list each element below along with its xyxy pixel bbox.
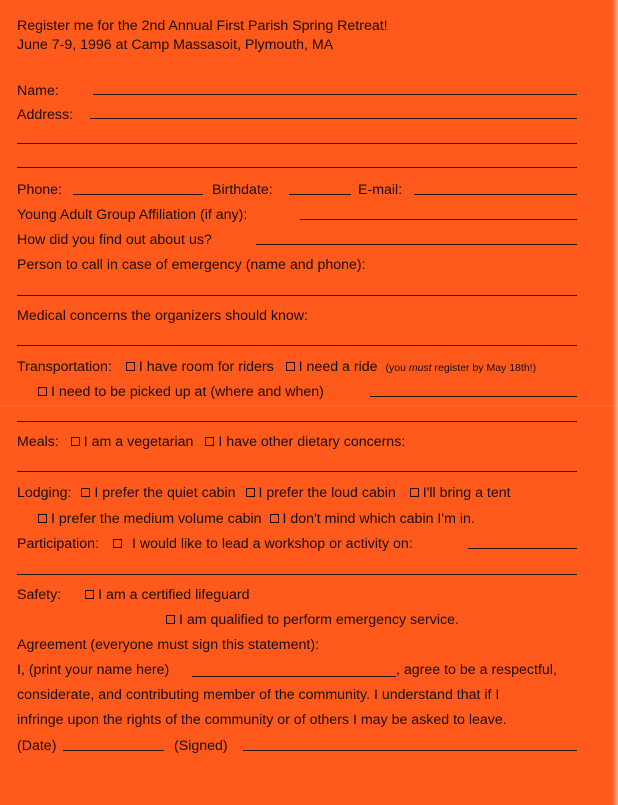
safety-label: Safety: — [17, 587, 62, 603]
young-adult-field[interactable] — [300, 219, 577, 220]
date-field[interactable] — [63, 750, 164, 751]
name-field[interactable] — [93, 94, 577, 95]
print-name-field[interactable] — [192, 676, 396, 677]
transportation-row — [17, 359, 536, 377]
paper-edge — [612, 0, 618, 805]
need-ride-checkbox[interactable] — [286, 362, 295, 371]
form-dates: June 7-9, 1996 at Camp Massasoit, Plymouth, MA — [17, 37, 334, 53]
participation-label: Participation: — [17, 536, 100, 552]
birthdate-field[interactable] — [289, 194, 351, 195]
emergency-label: Person to call in case of emergency (name and phone): — [17, 257, 366, 273]
workshop-field-1[interactable] — [468, 548, 577, 549]
tent-checkbox[interactable] — [410, 488, 419, 497]
young-adult-label: Young Adult Group Affiliation (if any): — [17, 207, 248, 223]
lodging-row-1 — [17, 485, 511, 502]
any-cabin-option[interactable] — [270, 511, 475, 527]
name-label: Name: — [17, 83, 59, 99]
note-pre: (you — [385, 362, 409, 374]
pickup-option[interactable] — [38, 384, 324, 401]
room-riders-text: I have room for riders — [138, 359, 274, 375]
lifeguard-text: I am a certified lifeguard — [98, 587, 250, 603]
dietary-option[interactable] — [205, 434, 405, 450]
tent-option[interactable] — [410, 485, 511, 501]
loud-cabin-option[interactable] — [246, 485, 396, 501]
emergency-service-text: I am qualified to perform emergency service. — [179, 612, 459, 628]
dietary-field[interactable] — [17, 471, 577, 472]
address-field-1[interactable] — [90, 118, 577, 119]
quiet-cabin-text: I prefer the quiet cabin — [94, 485, 236, 501]
how-found-field[interactable] — [256, 244, 577, 245]
dietary-checkbox[interactable] — [205, 437, 214, 446]
lodging-label: Lodging: — [17, 485, 72, 501]
ride-deadline-note — [386, 362, 537, 374]
need-ride-text: I need a ride — [298, 359, 378, 375]
meals-label: Meals: — [17, 434, 59, 450]
lodging-row-2 — [38, 511, 475, 528]
any-cabin-text: I don't mind which cabin I'm in. — [282, 511, 475, 527]
pickup-field-2[interactable] — [17, 421, 577, 422]
medium-cabin-text: I prefer the medium volume cabin — [51, 511, 262, 527]
tent-text: I'll bring a tent — [422, 485, 511, 501]
agreement-line-2: considerate, and contributing member of the community. I understand that if I — [17, 687, 500, 703]
note-post: register by May 18th!) — [431, 362, 537, 374]
loud-cabin-checkbox[interactable] — [246, 488, 255, 497]
medical-label: Medical concerns the organizers should know: — [17, 308, 308, 324]
medium-cabin-option[interactable] — [38, 511, 262, 527]
address-label: Address: — [17, 107, 73, 123]
agreement-heading: Agreement (everyone must sign this statement): — [17, 637, 320, 653]
quiet-cabin-option[interactable] — [81, 485, 235, 501]
participation-row — [17, 536, 413, 553]
medical-field[interactable] — [17, 345, 577, 346]
lifeguard-checkbox[interactable] — [85, 590, 94, 599]
emergency-service-option[interactable] — [166, 612, 459, 629]
lead-workshop-option[interactable] — [113, 536, 413, 552]
note-must: must — [408, 362, 432, 374]
vegetarian-option[interactable] — [71, 434, 194, 450]
phone-field[interactable] — [73, 194, 203, 195]
phone-label: Phone: — [17, 182, 62, 198]
pickup-field-1[interactable] — [370, 396, 577, 397]
emergency-service-checkbox[interactable] — [166, 615, 175, 624]
signed-label: (Signed) — [174, 738, 228, 754]
agreement-name-suffix: , agree to be a respectful, — [396, 662, 557, 678]
how-found-label: How did you find out about us? — [17, 232, 212, 248]
form-title: Register me for the 2nd Annual First Parish Spring Retreat! — [17, 18, 388, 34]
dietary-text: I have other dietary concerns: — [218, 434, 406, 450]
safety-row — [17, 587, 250, 604]
email-field[interactable] — [414, 194, 577, 195]
emergency-field[interactable] — [17, 295, 577, 296]
agreement-name-prefix: I, (print your name here) — [17, 662, 170, 678]
quiet-cabin-checkbox[interactable] — [81, 488, 90, 497]
pickup-checkbox[interactable] — [38, 387, 47, 396]
paper-fold — [0, 405, 618, 406]
workshop-field-2[interactable] — [17, 574, 577, 575]
vegetarian-text: I am a vegetarian — [83, 434, 194, 450]
birthdate-label: Birthdate: — [212, 182, 273, 198]
vegetarian-checkbox[interactable] — [71, 437, 80, 446]
transportation-label: Transportation: — [17, 359, 112, 375]
need-ride-option[interactable] — [286, 359, 378, 375]
signature-field[interactable] — [243, 750, 577, 751]
meals-row — [17, 434, 405, 451]
any-cabin-checkbox[interactable] — [270, 514, 279, 523]
room-riders-checkbox[interactable] — [126, 362, 135, 371]
lifeguard-option[interactable] — [85, 587, 249, 603]
pickup-text: I need to be picked up at (where and when) — [51, 384, 324, 400]
lead-workshop-checkbox[interactable] — [113, 539, 122, 548]
email-label: E-mail: — [358, 182, 403, 198]
address-field-3[interactable] — [17, 167, 577, 168]
lead-workshop-text: I would like to lead a workshop or activity on: — [131, 536, 413, 552]
date-label: (Date) — [17, 738, 57, 754]
agreement-line-3: infringe upon the rights of the community or of others I may be asked to leave. — [17, 712, 507, 728]
loud-cabin-text: I prefer the loud cabin — [258, 485, 396, 501]
medium-cabin-checkbox[interactable] — [38, 514, 47, 523]
room-riders-option[interactable] — [126, 359, 274, 375]
address-field-2[interactable] — [17, 143, 577, 144]
